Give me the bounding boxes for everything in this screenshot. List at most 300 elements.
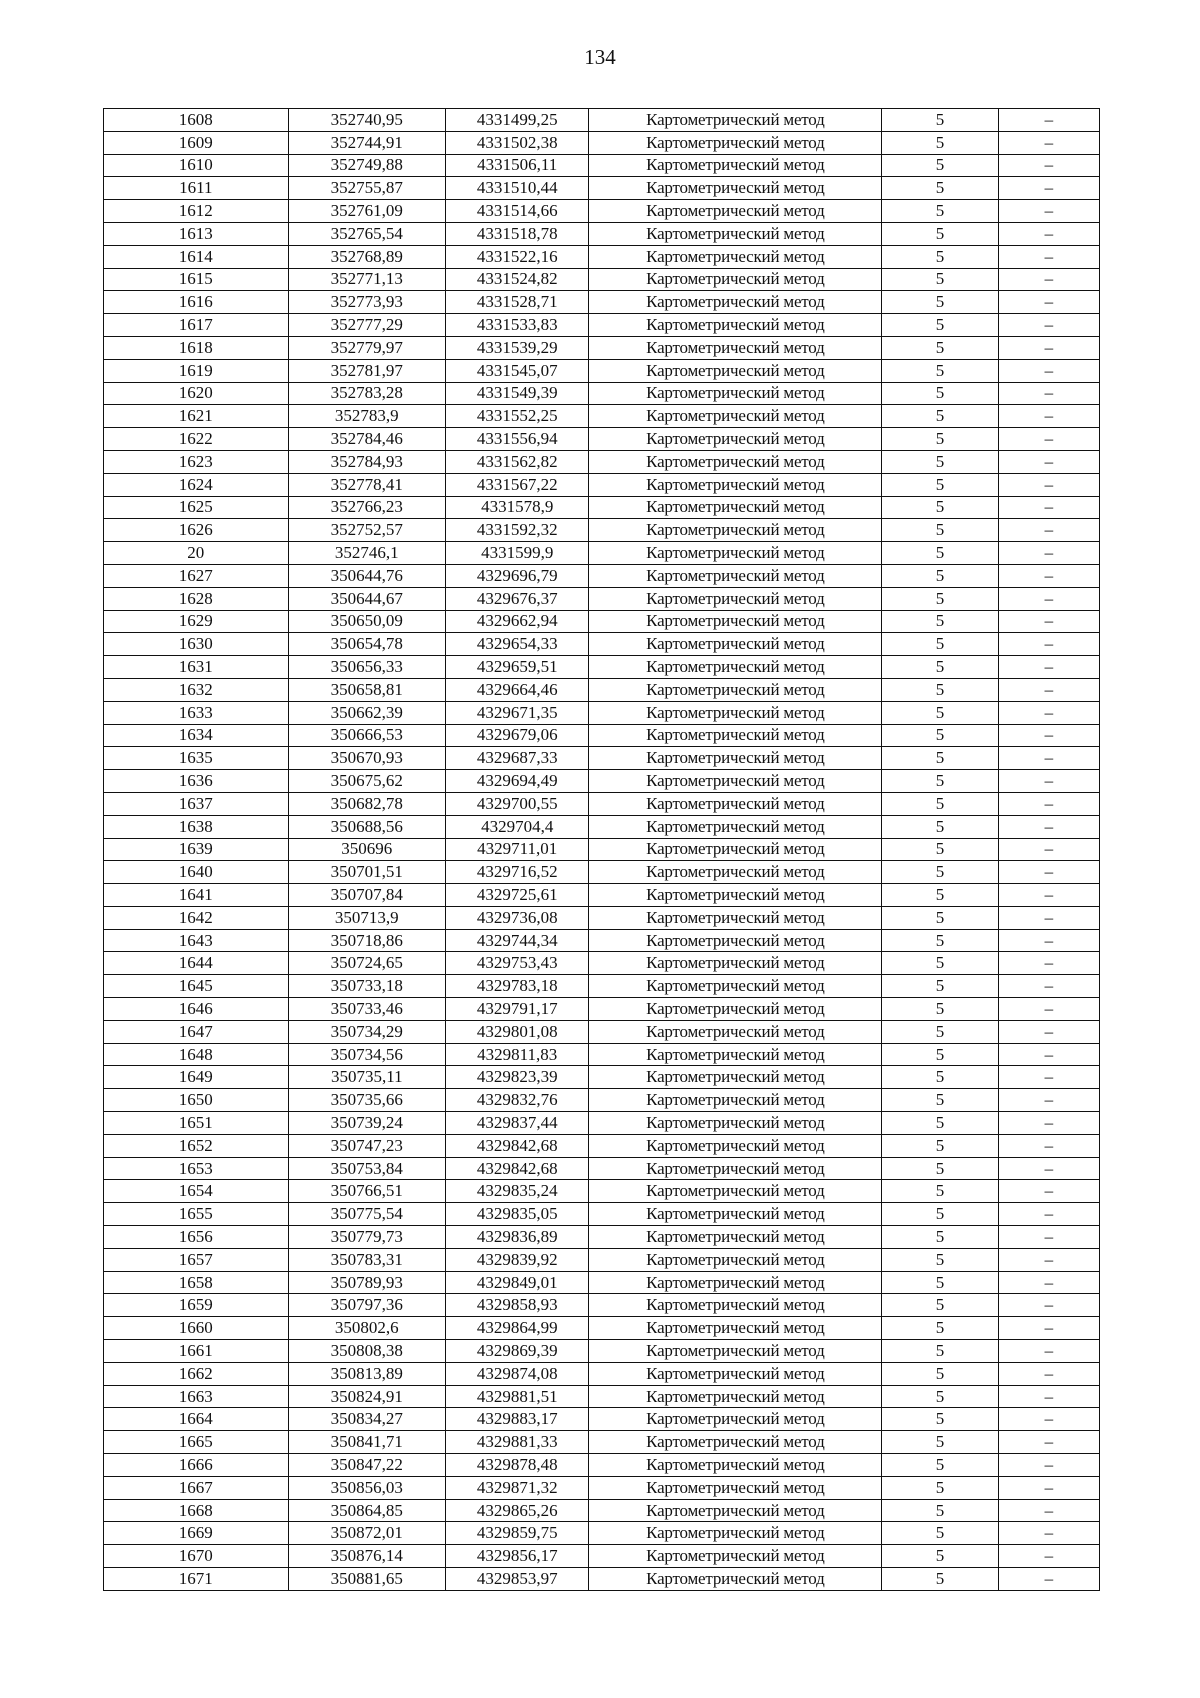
- method-cell: Картометрический метод: [589, 131, 882, 154]
- method-cell: Картометрический метод: [589, 1454, 882, 1477]
- x-coordinate-cell: 352784,93: [288, 450, 445, 473]
- x-coordinate-cell: 352740,95: [288, 109, 445, 132]
- accuracy-cell: 5: [882, 177, 998, 200]
- accuracy-cell: 5: [882, 952, 998, 975]
- y-coordinate-cell: 4329874,08: [446, 1362, 589, 1385]
- note-cell: –: [998, 1226, 1099, 1249]
- x-coordinate-cell: 352784,46: [288, 428, 445, 451]
- y-coordinate-cell: 4331522,16: [446, 245, 589, 268]
- note-cell: –: [998, 1248, 1099, 1271]
- note-cell: –: [998, 564, 1099, 587]
- method-cell: Картометрический метод: [589, 792, 882, 815]
- y-coordinate-cell: 4331533,83: [446, 314, 589, 337]
- table-row: [104, 336, 1100, 359]
- method-cell: Картометрический метод: [589, 975, 882, 998]
- table-row: [104, 473, 1100, 496]
- x-coordinate-cell: 350654,78: [288, 633, 445, 656]
- accuracy-cell: 5: [882, 929, 998, 952]
- point-number-cell: 1629: [104, 610, 289, 633]
- y-coordinate-cell: 4329832,76: [446, 1089, 589, 1112]
- accuracy-cell: 5: [882, 701, 998, 724]
- table-row: [104, 1408, 1100, 1431]
- method-cell: Картометрический метод: [589, 678, 882, 701]
- table-row: [104, 1226, 1100, 1249]
- table-row: [104, 314, 1100, 337]
- accuracy-cell: 5: [882, 109, 998, 132]
- accuracy-cell: 5: [882, 428, 998, 451]
- note-cell: –: [998, 1066, 1099, 1089]
- accuracy-cell: 5: [882, 496, 998, 519]
- y-coordinate-cell: 4329883,17: [446, 1408, 589, 1431]
- point-number-cell: 1659: [104, 1294, 289, 1317]
- y-coordinate-cell: 4329659,51: [446, 656, 589, 679]
- accuracy-cell: 5: [882, 200, 998, 223]
- table-row: [104, 656, 1100, 679]
- accuracy-cell: 5: [882, 336, 998, 359]
- table-row: [104, 564, 1100, 587]
- accuracy-cell: 5: [882, 154, 998, 177]
- x-coordinate-cell: 352783,28: [288, 382, 445, 405]
- table-row: [104, 1499, 1100, 1522]
- x-coordinate-cell: 350656,33: [288, 656, 445, 679]
- x-coordinate-cell: 352765,54: [288, 222, 445, 245]
- accuracy-cell: 5: [882, 587, 998, 610]
- point-number-cell: 1665: [104, 1431, 289, 1454]
- y-coordinate-cell: 4329858,93: [446, 1294, 589, 1317]
- table-row: [104, 1454, 1100, 1477]
- accuracy-cell: 5: [882, 815, 998, 838]
- table-row: [104, 1431, 1100, 1454]
- method-cell: Картометрический метод: [589, 1020, 882, 1043]
- point-number-cell: 1641: [104, 884, 289, 907]
- point-number-cell: 1653: [104, 1157, 289, 1180]
- accuracy-cell: 5: [882, 838, 998, 861]
- note-cell: –: [998, 1294, 1099, 1317]
- x-coordinate-cell: 352761,09: [288, 200, 445, 223]
- table-row: [104, 1066, 1100, 1089]
- table-row: [104, 200, 1100, 223]
- y-coordinate-cell: 4329869,39: [446, 1340, 589, 1363]
- note-cell: –: [998, 1454, 1099, 1477]
- point-number-cell: 1652: [104, 1134, 289, 1157]
- note-cell: –: [998, 1089, 1099, 1112]
- table-row: [104, 1134, 1100, 1157]
- point-number-cell: 1670: [104, 1545, 289, 1568]
- point-number-cell: 1643: [104, 929, 289, 952]
- x-coordinate-cell: 350766,51: [288, 1180, 445, 1203]
- accuracy-cell: 5: [882, 1226, 998, 1249]
- method-cell: Картометрический метод: [589, 564, 882, 587]
- note-cell: –: [998, 1568, 1099, 1591]
- method-cell: Картометрический метод: [589, 1248, 882, 1271]
- table-row: [104, 177, 1100, 200]
- point-number-cell: 1637: [104, 792, 289, 815]
- note-cell: –: [998, 884, 1099, 907]
- accuracy-cell: 5: [882, 1385, 998, 1408]
- y-coordinate-cell: 4331562,82: [446, 450, 589, 473]
- y-coordinate-cell: 4329836,89: [446, 1226, 589, 1249]
- point-number-cell: 1609: [104, 131, 289, 154]
- x-coordinate-cell: 350658,81: [288, 678, 445, 701]
- y-coordinate-cell: 4329823,39: [446, 1066, 589, 1089]
- point-number-cell: 1642: [104, 906, 289, 929]
- table-row: [104, 952, 1100, 975]
- y-coordinate-cell: 4329676,37: [446, 587, 589, 610]
- method-cell: Картометрический метод: [589, 610, 882, 633]
- table-row: [104, 1317, 1100, 1340]
- accuracy-cell: 5: [882, 1568, 998, 1591]
- point-number-cell: 1635: [104, 747, 289, 770]
- x-coordinate-cell: 352773,93: [288, 291, 445, 314]
- note-cell: –: [998, 656, 1099, 679]
- table-row: [104, 1522, 1100, 1545]
- table-row: [104, 359, 1100, 382]
- accuracy-cell: 5: [882, 1066, 998, 1089]
- table-row: [104, 1112, 1100, 1135]
- point-number-cell: 1619: [104, 359, 289, 382]
- method-cell: Картометрический метод: [589, 1362, 882, 1385]
- x-coordinate-cell: 350779,73: [288, 1226, 445, 1249]
- accuracy-cell: 5: [882, 382, 998, 405]
- note-cell: –: [998, 815, 1099, 838]
- point-number-cell: 1640: [104, 861, 289, 884]
- method-cell: Картометрический метод: [589, 1385, 882, 1408]
- point-number-cell: 1669: [104, 1522, 289, 1545]
- x-coordinate-cell: 352781,97: [288, 359, 445, 382]
- y-coordinate-cell: 4331518,78: [446, 222, 589, 245]
- table-row: [104, 450, 1100, 473]
- method-cell: Картометрический метод: [589, 1203, 882, 1226]
- y-coordinate-cell: 4329744,34: [446, 929, 589, 952]
- y-coordinate-cell: 4331528,71: [446, 291, 589, 314]
- point-number-cell: 1649: [104, 1066, 289, 1089]
- note-cell: –: [998, 245, 1099, 268]
- point-number-cell: 1621: [104, 405, 289, 428]
- accuracy-cell: 5: [882, 1089, 998, 1112]
- note-cell: –: [998, 724, 1099, 747]
- note-cell: –: [998, 701, 1099, 724]
- note-cell: –: [998, 1385, 1099, 1408]
- point-number-cell: 1624: [104, 473, 289, 496]
- note-cell: –: [998, 268, 1099, 291]
- method-cell: Картометрический метод: [589, 314, 882, 337]
- note-cell: –: [998, 450, 1099, 473]
- table-row: [104, 496, 1100, 519]
- method-cell: Картометрический метод: [589, 770, 882, 793]
- method-cell: Картометрический метод: [589, 815, 882, 838]
- method-cell: Картометрический метод: [589, 952, 882, 975]
- x-coordinate-cell: 352749,88: [288, 154, 445, 177]
- accuracy-cell: 5: [882, 1522, 998, 1545]
- point-number-cell: 20: [104, 542, 289, 565]
- point-number-cell: 1654: [104, 1180, 289, 1203]
- accuracy-cell: 5: [882, 245, 998, 268]
- method-cell: Картометрический метод: [589, 1499, 882, 1522]
- table-row: [104, 633, 1100, 656]
- x-coordinate-cell: 350733,18: [288, 975, 445, 998]
- point-number-cell: 1618: [104, 336, 289, 359]
- note-cell: –: [998, 838, 1099, 861]
- x-coordinate-cell: 350735,66: [288, 1089, 445, 1112]
- x-coordinate-cell: 352777,29: [288, 314, 445, 337]
- y-coordinate-cell: 4329696,79: [446, 564, 589, 587]
- table-row: [104, 861, 1100, 884]
- note-cell: –: [998, 1362, 1099, 1385]
- accuracy-cell: 5: [882, 1020, 998, 1043]
- point-number-cell: 1671: [104, 1568, 289, 1591]
- table-row: [104, 428, 1100, 451]
- note-cell: –: [998, 1476, 1099, 1499]
- note-cell: –: [998, 473, 1099, 496]
- point-number-cell: 1644: [104, 952, 289, 975]
- accuracy-cell: 5: [882, 1340, 998, 1363]
- coordinates-table-body: [104, 109, 1100, 1591]
- table-row: [104, 291, 1100, 314]
- method-cell: Картометрический метод: [589, 200, 882, 223]
- accuracy-cell: 5: [882, 1431, 998, 1454]
- x-coordinate-cell: 350696: [288, 838, 445, 861]
- point-number-cell: 1611: [104, 177, 289, 200]
- y-coordinate-cell: 4331592,32: [446, 519, 589, 542]
- method-cell: Картометрический метод: [589, 724, 882, 747]
- x-coordinate-cell: 352746,1: [288, 542, 445, 565]
- y-coordinate-cell: 4329856,17: [446, 1545, 589, 1568]
- point-number-cell: 1615: [104, 268, 289, 291]
- x-coordinate-cell: 350670,93: [288, 747, 445, 770]
- note-cell: –: [998, 542, 1099, 565]
- x-coordinate-cell: 350682,78: [288, 792, 445, 815]
- method-cell: Картометрический метод: [589, 929, 882, 952]
- y-coordinate-cell: 4329853,97: [446, 1568, 589, 1591]
- accuracy-cell: 5: [882, 1294, 998, 1317]
- x-coordinate-cell: 350707,84: [288, 884, 445, 907]
- note-cell: –: [998, 770, 1099, 793]
- y-coordinate-cell: 4331567,22: [446, 473, 589, 496]
- accuracy-cell: 5: [882, 359, 998, 382]
- x-coordinate-cell: 350688,56: [288, 815, 445, 838]
- table-row: [104, 1340, 1100, 1363]
- table-row: [104, 838, 1100, 861]
- y-coordinate-cell: 4329791,17: [446, 998, 589, 1021]
- accuracy-cell: 5: [882, 1112, 998, 1135]
- note-cell: –: [998, 314, 1099, 337]
- point-number-cell: 1662: [104, 1362, 289, 1385]
- x-coordinate-cell: 350808,38: [288, 1340, 445, 1363]
- y-coordinate-cell: 4329664,46: [446, 678, 589, 701]
- note-cell: –: [998, 1112, 1099, 1135]
- method-cell: Картометрический метод: [589, 245, 882, 268]
- x-coordinate-cell: 350734,56: [288, 1043, 445, 1066]
- point-number-cell: 1633: [104, 701, 289, 724]
- y-coordinate-cell: 4331506,11: [446, 154, 589, 177]
- y-coordinate-cell: 4329837,44: [446, 1112, 589, 1135]
- x-coordinate-cell: 350841,71: [288, 1431, 445, 1454]
- table-row: [104, 1385, 1100, 1408]
- table-row: [104, 792, 1100, 815]
- note-cell: –: [998, 154, 1099, 177]
- table-row: [104, 975, 1100, 998]
- note-cell: –: [998, 519, 1099, 542]
- method-cell: Картометрический метод: [589, 656, 882, 679]
- note-cell: –: [998, 1545, 1099, 1568]
- y-coordinate-cell: 4329865,26: [446, 1499, 589, 1522]
- accuracy-cell: 5: [882, 724, 998, 747]
- method-cell: Картометрический метод: [589, 1226, 882, 1249]
- x-coordinate-cell: 350753,84: [288, 1157, 445, 1180]
- note-cell: –: [998, 291, 1099, 314]
- table-row: [104, 1545, 1100, 1568]
- x-coordinate-cell: 352778,41: [288, 473, 445, 496]
- accuracy-cell: 5: [882, 656, 998, 679]
- table-row: [104, 1180, 1100, 1203]
- x-coordinate-cell: 350881,65: [288, 1568, 445, 1591]
- x-coordinate-cell: 350733,46: [288, 998, 445, 1021]
- y-coordinate-cell: 4329725,61: [446, 884, 589, 907]
- method-cell: Картометрический метод: [589, 1043, 882, 1066]
- accuracy-cell: 5: [882, 633, 998, 656]
- y-coordinate-cell: 4331510,44: [446, 177, 589, 200]
- point-number-cell: 1661: [104, 1340, 289, 1363]
- method-cell: Картометрический метод: [589, 1522, 882, 1545]
- point-number-cell: 1612: [104, 200, 289, 223]
- y-coordinate-cell: 4331578,9: [446, 496, 589, 519]
- note-cell: –: [998, 177, 1099, 200]
- x-coordinate-cell: 352771,13: [288, 268, 445, 291]
- table-row: [104, 678, 1100, 701]
- note-cell: –: [998, 1431, 1099, 1454]
- note-cell: –: [998, 610, 1099, 633]
- method-cell: Картометрический метод: [589, 747, 882, 770]
- point-number-cell: 1656: [104, 1226, 289, 1249]
- y-coordinate-cell: 4329736,08: [446, 906, 589, 929]
- y-coordinate-cell: 4329839,92: [446, 1248, 589, 1271]
- method-cell: Картометрический метод: [589, 405, 882, 428]
- table-row: [104, 587, 1100, 610]
- note-cell: –: [998, 131, 1099, 154]
- accuracy-cell: 5: [882, 1157, 998, 1180]
- y-coordinate-cell: 4331539,29: [446, 336, 589, 359]
- method-cell: Картометрический метод: [589, 1089, 882, 1112]
- point-number-cell: 1664: [104, 1408, 289, 1431]
- accuracy-cell: 5: [882, 770, 998, 793]
- point-number-cell: 1663: [104, 1385, 289, 1408]
- table-row: [104, 245, 1100, 268]
- table-row: [104, 542, 1100, 565]
- x-coordinate-cell: 352779,97: [288, 336, 445, 359]
- y-coordinate-cell: 4329801,08: [446, 1020, 589, 1043]
- x-coordinate-cell: 350797,36: [288, 1294, 445, 1317]
- x-coordinate-cell: 350644,76: [288, 564, 445, 587]
- accuracy-cell: 5: [882, 542, 998, 565]
- table-row: [104, 1020, 1100, 1043]
- x-coordinate-cell: 350813,89: [288, 1362, 445, 1385]
- accuracy-cell: 5: [882, 1476, 998, 1499]
- method-cell: Картометрический метод: [589, 701, 882, 724]
- coordinates-table: [103, 108, 1100, 1591]
- method-cell: Картометрический метод: [589, 268, 882, 291]
- method-cell: Картометрический метод: [589, 1271, 882, 1294]
- accuracy-cell: 5: [882, 678, 998, 701]
- point-number-cell: 1608: [104, 109, 289, 132]
- page-number: 134: [584, 45, 616, 69]
- y-coordinate-cell: 4329842,68: [446, 1157, 589, 1180]
- accuracy-cell: 5: [882, 1499, 998, 1522]
- y-coordinate-cell: 4331502,38: [446, 131, 589, 154]
- method-cell: Картометрический метод: [589, 109, 882, 132]
- method-cell: Картометрический метод: [589, 1134, 882, 1157]
- note-cell: –: [998, 382, 1099, 405]
- point-number-cell: 1647: [104, 1020, 289, 1043]
- method-cell: Картометрический метод: [589, 1545, 882, 1568]
- x-coordinate-cell: 350662,39: [288, 701, 445, 724]
- method-cell: Картометрический метод: [589, 633, 882, 656]
- y-coordinate-cell: 4331524,82: [446, 268, 589, 291]
- method-cell: Картометрический метод: [589, 1157, 882, 1180]
- y-coordinate-cell: 4329679,06: [446, 724, 589, 747]
- table-row: [104, 906, 1100, 929]
- point-number-cell: 1622: [104, 428, 289, 451]
- x-coordinate-cell: 350734,29: [288, 1020, 445, 1043]
- point-number-cell: 1657: [104, 1248, 289, 1271]
- y-coordinate-cell: 4329716,52: [446, 861, 589, 884]
- y-coordinate-cell: 4329835,05: [446, 1203, 589, 1226]
- accuracy-cell: 5: [882, 998, 998, 1021]
- accuracy-cell: 5: [882, 1043, 998, 1066]
- x-coordinate-cell: 350735,11: [288, 1066, 445, 1089]
- y-coordinate-cell: 4331552,25: [446, 405, 589, 428]
- y-coordinate-cell: 4329687,33: [446, 747, 589, 770]
- y-coordinate-cell: 4329859,75: [446, 1522, 589, 1545]
- note-cell: –: [998, 678, 1099, 701]
- y-coordinate-cell: 4331499,25: [446, 109, 589, 132]
- point-number-cell: 1645: [104, 975, 289, 998]
- method-cell: Картометрический метод: [589, 1294, 882, 1317]
- note-cell: –: [998, 1157, 1099, 1180]
- table-row: [104, 1294, 1100, 1317]
- y-coordinate-cell: 4329662,94: [446, 610, 589, 633]
- y-coordinate-cell: 4329671,35: [446, 701, 589, 724]
- note-cell: –: [998, 929, 1099, 952]
- y-coordinate-cell: 4331545,07: [446, 359, 589, 382]
- point-number-cell: 1666: [104, 1454, 289, 1477]
- y-coordinate-cell: 4329654,33: [446, 633, 589, 656]
- point-number-cell: 1648: [104, 1043, 289, 1066]
- table-row: [104, 1568, 1100, 1591]
- method-cell: Картометрический метод: [589, 1431, 882, 1454]
- method-cell: Картометрический метод: [589, 336, 882, 359]
- accuracy-cell: 5: [882, 1271, 998, 1294]
- accuracy-cell: 5: [882, 450, 998, 473]
- point-number-cell: 1660: [104, 1317, 289, 1340]
- x-coordinate-cell: 350834,27: [288, 1408, 445, 1431]
- y-coordinate-cell: 4329878,48: [446, 1454, 589, 1477]
- y-coordinate-cell: 4329835,24: [446, 1180, 589, 1203]
- point-number-cell: 1616: [104, 291, 289, 314]
- note-cell: –: [998, 1317, 1099, 1340]
- accuracy-cell: 5: [882, 268, 998, 291]
- accuracy-cell: 5: [882, 1545, 998, 1568]
- method-cell: Картометрический метод: [589, 291, 882, 314]
- table-row: [104, 1476, 1100, 1499]
- y-coordinate-cell: 4331514,66: [446, 200, 589, 223]
- y-coordinate-cell: 4329842,68: [446, 1134, 589, 1157]
- point-number-cell: 1630: [104, 633, 289, 656]
- table-row: [104, 1089, 1100, 1112]
- x-coordinate-cell: 350724,65: [288, 952, 445, 975]
- method-cell: Картометрический метод: [589, 1066, 882, 1089]
- y-coordinate-cell: 4329704,4: [446, 815, 589, 838]
- point-number-cell: 1632: [104, 678, 289, 701]
